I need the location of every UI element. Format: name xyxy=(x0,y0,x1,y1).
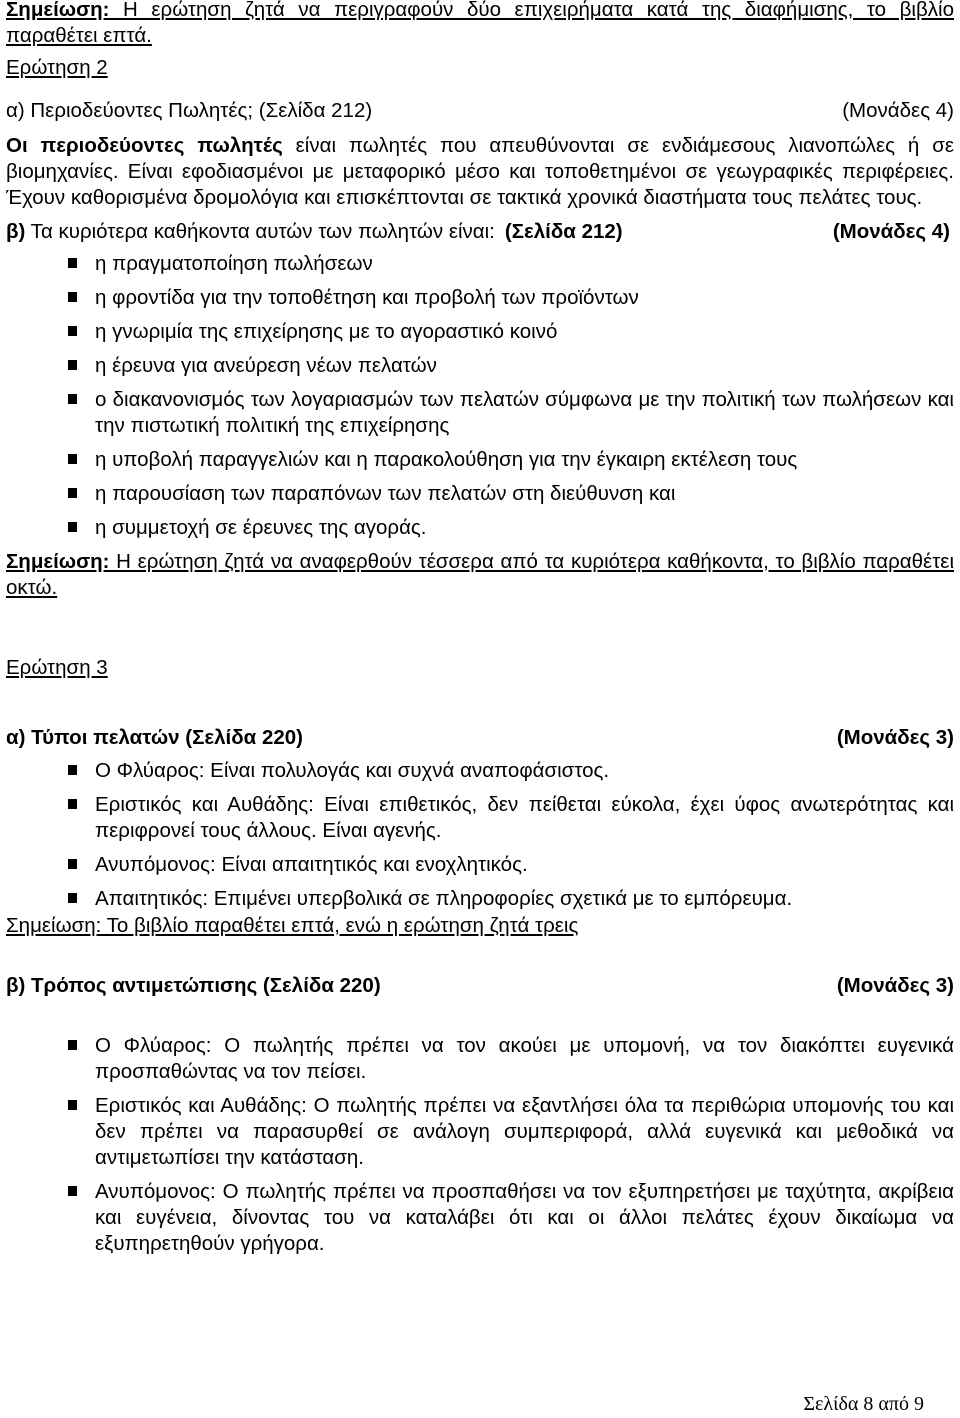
question-2a-points: (Μονάδες 4) xyxy=(842,99,954,122)
handling-list xyxy=(6,1033,954,1257)
question-3b-heading xyxy=(6,973,954,999)
square-bullet-icon xyxy=(68,394,77,404)
list-item: Ανυπόμονος: Είναι απαιτητικός και ενοχλητικός. xyxy=(6,852,954,878)
duties-note xyxy=(6,549,954,601)
square-bullet-icon xyxy=(68,1040,77,1050)
square-bullet-icon xyxy=(68,292,77,302)
list-item: Ο Φλύαρος: Είναι πολυλογάς και συχνά αναποφάσιστος. xyxy=(6,758,954,784)
note-label: Σημείωση: xyxy=(6,550,110,573)
question-2b-page-ref: (Σελίδα 212) xyxy=(504,220,623,243)
square-bullet-icon xyxy=(68,258,77,268)
answer-term: Οι περιοδεύοντες πωλητές xyxy=(6,134,283,157)
list-item: Απαιτητικός: Επιμένει υπερβολικά σε πληροφορίες σχετικά με το εμπόρευμα. xyxy=(6,886,954,912)
square-bullet-icon xyxy=(68,488,77,498)
question-2b-heading xyxy=(6,219,954,245)
page-number: Σελίδα 8 από 9 xyxy=(803,1393,924,1415)
question-3b-label: β) Τρόπος αντιμετώπισης (Σελίδα 220) xyxy=(6,974,381,997)
note-text: Η ερώτηση ζητά να περιγραφούν δύο επιχειρήματα κατά της διαφήμισης, το βιβλίο παραθέτει επτά. xyxy=(6,0,954,47)
list-item: ο διακανονισμός των λογαριασμών των πελατών σύμφωνα με την πολιτική των πωλήσεων και την πιστωτική πολιτική της επιχείρησης xyxy=(6,387,954,439)
question-2b-letter: β) xyxy=(6,220,26,243)
list-item: Ο Φλύαρος: Ο πωλητής πρέπει να τον ακούει με υπομονή, να τον διακόπτει ευγενικά προσπαθώντας να τον πείσει. xyxy=(6,1033,954,1085)
question-2a-label: α) Περιοδεύοντες Πωλητές; (Σελίδα 212) xyxy=(6,99,373,122)
square-bullet-icon xyxy=(68,799,77,809)
customer-types-note: Σημείωση: Το βιβλίο παραθέτει επτά, ενώ η ερώτηση ζητά τρεις xyxy=(6,914,579,937)
square-bullet-icon xyxy=(68,326,77,336)
answer-text: είναι πωλητές που απευθύνονται σε ενδιάμεσους λιανοπώλες ή σε βιομηχανίες. Είναι εφοδιασμένοι με μεταφορικό μέσο και τοποθετημένοι σε γεωγραφικές περιφέρειες. Έχουν καθορισμένα δρομολόγια και επισκέπτονται σε τακτικά χρονικά διαστήματα τους πελάτες τους. xyxy=(6,134,954,209)
list-item: η παρουσίαση των παραπόνων των πελατών στη διεύθυνση και xyxy=(6,481,954,507)
square-bullet-icon xyxy=(68,1186,77,1196)
question-3b-points: (Μονάδες 3) xyxy=(836,974,954,997)
list-item: η φροντίδα για την τοποθέτηση και προβολή των προϊόντων xyxy=(6,285,954,311)
square-bullet-icon xyxy=(68,1100,77,1110)
customer-types-list xyxy=(6,758,954,912)
list-item: η υποβολή παραγγελιών και η παρακολούθηση για την έγκαιρη εκτέλεση τους xyxy=(6,447,954,473)
duties-list xyxy=(6,251,954,541)
advertising-note xyxy=(6,0,954,49)
square-bullet-icon xyxy=(68,765,77,775)
question-3a-label: α) Τύποι πελατών (Σελίδα 220) xyxy=(6,726,303,749)
list-item: Εριστικός και Αυθάδης: Είναι επιθετικός, δεν πείθεται εύκολα, έχει ύφος ανωτερότητας και περιφρονεί τους άλλους. Είναι αγενής. xyxy=(6,792,954,844)
square-bullet-icon xyxy=(68,893,77,903)
document-page xyxy=(6,0,954,1257)
list-item: Ανυπόμονος: Ο πωλητής πρέπει να προσπαθήσει να τον εξυπηρετήσει με ταχύτητα, ακρίβεια και ευγένεια, δίνοντας του να καταλάβει ότι και οι άλλοι πελάτες έχουν δικαίωμα να εξυπηρετηθούν γρήγορα. xyxy=(6,1179,954,1257)
question-2-title: Ερώτηση 2 xyxy=(6,56,108,79)
question-3-title: Ερώτηση 3 xyxy=(6,656,108,679)
list-item: η πραγματοποίηση πωλήσεων xyxy=(6,251,954,277)
question-2b-label xyxy=(6,219,623,245)
question-2b-text: Τα κυριότερα καθήκοντα αυτών των πωλητών είναι: xyxy=(25,220,495,243)
question-3a-points: (Μονάδες 3) xyxy=(836,726,954,749)
note-label: Σημείωση: xyxy=(6,0,110,21)
note-text: Η ερώτηση ζητά να αναφερθούν τέσσερα από τα κυριότερα καθήκοντα, το βιβλίο παραθέτει οκτώ. xyxy=(6,550,954,599)
list-item: η γνωριμία της επιχείρησης με το αγοραστικό κοινό xyxy=(6,319,954,345)
list-item: Εριστικός και Αυθάδης: Ο πωλητής πρέπει να εξαντλήσει όλα τα περιθώρια υπομονής του και δεν πρέπει να παρασυρθεί σε ανάλογη συμπεριφορά, αλλά ευγενικά και μεθοδικά να αντιμετωπίσει την κατάσταση. xyxy=(6,1093,954,1171)
square-bullet-icon xyxy=(68,522,77,532)
question-3a-heading xyxy=(6,725,954,751)
question-2a-answer xyxy=(6,133,954,211)
list-item: η συμμετοχή σε έρευνες της αγοράς. xyxy=(6,515,954,541)
square-bullet-icon xyxy=(68,454,77,464)
question-2a-heading xyxy=(6,98,954,124)
square-bullet-icon xyxy=(68,360,77,370)
square-bullet-icon xyxy=(68,859,77,869)
question-2b-points: (Μονάδες 4) xyxy=(832,220,950,243)
list-item: η έρευνα για ανεύρεση νέων πελατών xyxy=(6,353,954,379)
